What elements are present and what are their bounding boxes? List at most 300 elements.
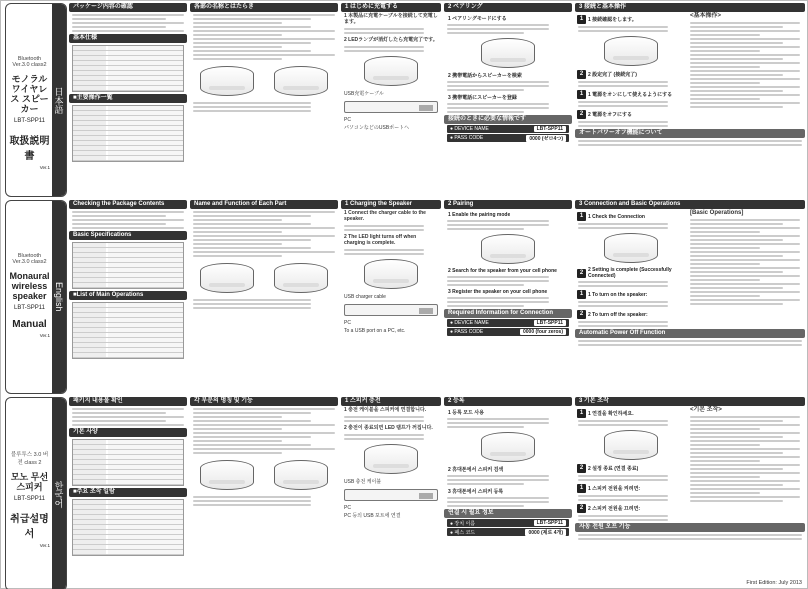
text-line: [344, 28, 424, 30]
step-header: 3 기본 조작: [575, 397, 805, 406]
text-line: [690, 420, 783, 422]
text-line: [690, 496, 800, 498]
text-line: [447, 32, 524, 34]
step-title: 1 ペアリングモードにする: [448, 16, 507, 22]
text-line: [447, 284, 524, 286]
step-header: 1 はじめに充電する: [341, 3, 441, 12]
speaker-pairing-image: [481, 432, 535, 462]
language-tab: 日本語: [52, 4, 66, 196]
text-line: [447, 24, 549, 26]
pairing-step: [446, 466, 570, 473]
text-line: [72, 424, 184, 426]
text-line: [72, 30, 184, 32]
text-line: [72, 18, 166, 20]
text-line: [690, 219, 800, 221]
text-line: [690, 255, 783, 257]
spec-table: [72, 105, 184, 162]
text-line: [690, 50, 760, 52]
step-text: 2 충전이 종료되면 LED 램프가 꺼집니다.: [344, 425, 433, 431]
connection-step: [577, 90, 685, 99]
speaker-connect-image: [604, 233, 658, 263]
column-specs: [69, 397, 187, 589]
step-number: 1: [577, 212, 586, 221]
step-title: 2 携帯電話からスピーカーを検索: [448, 73, 522, 79]
text-line: [690, 22, 800, 24]
version-number: Ver.1: [39, 333, 50, 338]
pass-code-row: [447, 134, 569, 142]
text-line: [578, 420, 668, 422]
speaker-front-image: [200, 460, 254, 490]
step-header: 1 Charging the Speaker: [341, 200, 441, 209]
step-number: 2: [577, 70, 586, 79]
text-line: [578, 85, 668, 87]
step-title: 2 Setting is complete (Successfully Connected): [588, 267, 672, 279]
step-header: 3 接続と基本操作: [575, 3, 805, 12]
text-line: [690, 267, 800, 269]
connection-steps: [575, 209, 687, 329]
step-title: 2 설정 종료 (연결 종료): [588, 466, 639, 472]
basic-operations: [687, 12, 803, 129]
text-line: [193, 26, 311, 28]
text-line: [690, 227, 800, 229]
connection-step: [577, 464, 685, 473]
connection-steps: [575, 406, 687, 523]
text-line: [578, 538, 802, 540]
usb-port-label: To a USB port on a PC, etc.: [344, 328, 406, 334]
pairing-step: [446, 289, 570, 295]
text-line: [690, 102, 800, 104]
device-name-row: [447, 519, 569, 527]
step-title: 1 To turn on the speaker:: [588, 291, 648, 298]
text-line: [72, 215, 166, 217]
cable-label: USB充電ケーブル: [344, 91, 384, 97]
text-line: [447, 301, 549, 303]
text-line: [344, 229, 424, 231]
text-line: [690, 452, 783, 454]
text-line: [690, 480, 800, 482]
text-line: [193, 211, 335, 213]
text-line: [72, 22, 184, 24]
text-line: [193, 22, 282, 24]
section-header: ■主要操作一覧: [69, 94, 187, 103]
info-title: Required Information for Connection: [444, 309, 572, 318]
connection-step: [577, 15, 685, 24]
step-title: 1 接続確認をします。: [588, 17, 637, 23]
operations-body: [575, 12, 805, 129]
text-line: [690, 70, 800, 72]
connection-step: [577, 110, 685, 119]
model-number: LBT-SPP11: [14, 305, 45, 311]
pass-code-row: [447, 528, 569, 536]
speaker-charging-image: [364, 259, 418, 289]
operations-title: [Basic Operations]: [690, 210, 744, 216]
column-charging: [341, 3, 441, 197]
text-line: [193, 14, 335, 16]
step-number: 2: [577, 310, 586, 319]
section-header: ■주요 조작 일람: [69, 488, 187, 497]
text-line: [193, 436, 311, 438]
text-line: [690, 231, 760, 233]
text-line: [193, 500, 311, 502]
text-line: [193, 38, 335, 40]
pc-image: [344, 489, 438, 501]
text-line: [578, 285, 668, 287]
text-line: [447, 89, 524, 91]
text-line: [578, 223, 668, 225]
version-number: Ver.1: [39, 543, 50, 548]
device-name-row: [447, 125, 569, 133]
text-line: [447, 224, 549, 226]
operations-body: [575, 209, 805, 329]
section-header: 各部の名称とはたらき: [190, 3, 338, 12]
speaker-charging-image: [364, 444, 418, 474]
section-header: Name and Function of Each Part: [190, 200, 338, 209]
text-line: [344, 46, 424, 48]
pairing-step: [446, 72, 570, 79]
text-line: [690, 464, 800, 466]
text-line: [193, 110, 311, 112]
text-line: [690, 428, 760, 430]
text-line: [193, 243, 282, 245]
text-line: [578, 101, 668, 103]
text-line: [578, 301, 668, 303]
version-number: Ver.1: [39, 165, 50, 170]
text-line: [690, 251, 800, 253]
edition-note: First Edition: July 2013: [746, 580, 802, 586]
text-line: [447, 297, 549, 299]
text-line: [447, 81, 549, 83]
section-header: Checking the Package Contents: [69, 200, 187, 209]
text-line: [690, 86, 800, 88]
section-header: 基本仕様: [69, 34, 187, 43]
speaker-connect-image: [604, 36, 658, 66]
product-name: モノラル ワイヤレス スピーカー: [10, 74, 49, 114]
step-number: 1: [577, 90, 586, 99]
text-line: [578, 515, 668, 517]
table-row: [73, 86, 183, 91]
info-title: 연결 시 필요 정보: [444, 509, 572, 518]
step-title: 1 Enable the pairing mode: [448, 212, 511, 218]
product-name: 모노 무선 스피커: [10, 472, 49, 492]
cable-label: USB charger cable: [344, 294, 386, 300]
text-line: [344, 32, 424, 34]
step-title: 3 携帯電話にスピーカーを登録: [448, 95, 517, 101]
text-line: [193, 18, 311, 20]
column-specs: [69, 3, 187, 197]
pass-code-label: ● 패스 코드: [450, 529, 476, 536]
text-line: [344, 420, 424, 422]
section-header: 패키지 내용물 확인: [69, 397, 187, 406]
text-line: [193, 235, 335, 237]
text-line: [690, 295, 760, 297]
text-line: [193, 255, 282, 257]
text-line: [72, 412, 166, 414]
text-line: [447, 505, 524, 507]
section-header: ■List of Main Operations: [69, 291, 187, 300]
step-title: 1 電源をオンにして使えるようにする: [588, 92, 673, 98]
text-line: [690, 30, 800, 32]
text-line: [193, 46, 282, 48]
text-line: [690, 94, 800, 96]
connection-step: [577, 310, 685, 319]
step-number: 1: [577, 409, 586, 418]
text-line: [690, 299, 800, 301]
text-line: [447, 28, 549, 30]
text-line: [578, 340, 802, 342]
text-line: [193, 432, 335, 434]
section-header: 각 부분의 명칭 및 기능: [190, 397, 338, 406]
pass-code-value: 0000 (제로 4개): [525, 529, 566, 536]
step-title: 2 스피커 전원을 끄려면:: [588, 506, 641, 512]
text-line: [193, 50, 311, 52]
operations-body: [575, 406, 805, 523]
section-jp: [69, 3, 805, 197]
device-name-row: [447, 319, 569, 327]
step-header: 1 스피커 충전: [341, 397, 441, 406]
column-parts: [190, 200, 338, 394]
column-pairing: [444, 3, 572, 197]
table-row: [73, 156, 183, 161]
text-line: [690, 303, 783, 305]
title-text: [9, 253, 50, 338]
text-line: [690, 468, 783, 470]
column-operations: [575, 200, 805, 394]
text-line: [193, 102, 311, 104]
column-operations: [575, 397, 805, 589]
text-line: [72, 408, 184, 410]
device-name-label: ● 장치 이름: [450, 520, 476, 527]
section-header: Basic Specifications: [69, 231, 187, 240]
text-line: [193, 231, 282, 233]
speaker-back-image: [274, 66, 328, 96]
text-line: [690, 460, 760, 462]
text-line: [690, 54, 800, 56]
pairing-step: [446, 488, 570, 495]
text-line: [578, 81, 668, 83]
pc-image: [344, 304, 438, 316]
pass-code-value: 0000 (four zeros): [520, 329, 566, 335]
text-line: [690, 484, 783, 486]
text-line: [193, 58, 282, 60]
connection-step: [577, 290, 685, 299]
bluetooth-version: Bluetooth Ver.3.0 class2: [12, 56, 47, 68]
auto-power-off-header: Automatic Power Off Function: [575, 329, 805, 338]
step-text: 1 Connect the charger cable to the speaker.: [344, 210, 426, 222]
speaker-charging-image: [364, 56, 418, 86]
text-line: [690, 291, 800, 293]
text-line: [690, 432, 800, 434]
manual-title: 取扱説明書: [9, 136, 50, 162]
text-line: [447, 107, 549, 109]
text-line: [193, 227, 335, 229]
usb-port-label: パソコンなどのUSBポートへ: [344, 125, 410, 131]
text-line: [447, 501, 549, 503]
text-line: [578, 424, 668, 426]
text-line: [578, 475, 668, 477]
table-row: [73, 550, 183, 555]
language-tab: 한국어: [52, 398, 66, 589]
text-line: [690, 424, 800, 426]
text-line: [447, 479, 549, 481]
title-text: [9, 56, 50, 170]
table-row: [73, 480, 183, 485]
text-line: [72, 416, 184, 418]
cable-label: USB 충전 케이블: [344, 479, 382, 485]
speaker-diagrams: [190, 62, 338, 100]
text-line: [578, 140, 802, 142]
text-line: [690, 26, 783, 28]
step-text: 1 충전 케이블을 스피커에 연결합니다.: [344, 407, 427, 413]
text-line: [72, 14, 184, 16]
connection-step: [577, 267, 685, 279]
pc-label: PC: [344, 117, 351, 123]
auto-power-off-header: 자동 전원 오프 기능: [575, 523, 805, 532]
bluetooth-version: 블루투스 3.0 버전 class 2: [10, 452, 49, 466]
connection-step: [577, 409, 685, 418]
text-line: [344, 253, 424, 255]
step-header: 3 Connection and Basic Operations: [575, 200, 805, 209]
step-title: 1 등록 모드 사용: [448, 410, 484, 416]
step-number: 1: [577, 15, 586, 24]
step-title: 3 휴대폰에서 스피커 등록: [448, 489, 504, 495]
text-line: [193, 247, 311, 249]
text-line: [193, 420, 311, 422]
column-operations: [575, 3, 805, 197]
text-line: [690, 106, 783, 108]
column-parts: [190, 3, 338, 197]
auto-power-off-header: オートパワーオフ機能について: [575, 129, 805, 138]
text-line: [690, 38, 800, 40]
device-name-value: LBT-SPP11: [534, 320, 566, 326]
device-name-value: LBT-SPP11: [534, 520, 566, 526]
text-line: [447, 422, 549, 424]
text-line: [578, 499, 668, 501]
text-line: [690, 279, 760, 281]
title-block-en: [5, 200, 67, 394]
text-line: [193, 440, 282, 442]
language-tab: English: [52, 201, 66, 393]
text-line: [578, 144, 802, 146]
title-block-kr: [5, 397, 67, 589]
section-header: 기본 사양: [69, 428, 187, 437]
operations-title: <基本操作>: [690, 13, 722, 19]
text-line: [690, 82, 760, 84]
step-title: 1 연결을 확인하세요.: [588, 411, 634, 417]
text-line: [690, 492, 760, 494]
text-line: [690, 46, 800, 48]
text-line: [578, 121, 668, 123]
text-line: [193, 34, 282, 36]
text-line: [690, 42, 783, 44]
text-line: [193, 106, 311, 108]
step-number: 2: [577, 464, 586, 473]
text-line: [690, 476, 760, 478]
title-text: [9, 450, 50, 548]
text-line: [72, 211, 184, 213]
pass-code-row: [447, 328, 569, 336]
column-parts: [190, 397, 338, 589]
text-line: [690, 456, 800, 458]
text-line: [72, 420, 166, 422]
step-text: 2 The LED light turns off when charging is complete.: [344, 234, 417, 246]
speaker-back-image: [274, 460, 328, 490]
text-line: [690, 448, 800, 450]
basic-operations: [687, 209, 803, 329]
spec-table: [72, 242, 184, 289]
text-line: [344, 249, 424, 251]
text-line: [193, 504, 311, 506]
connection-steps: [575, 12, 687, 129]
step-title: 2 電源をオフにする: [588, 112, 633, 118]
text-line: [578, 227, 668, 229]
step-number: 1: [577, 290, 586, 299]
text-line: [193, 307, 311, 309]
text-line: [193, 54, 335, 56]
product-name: Monaural wireless speaker: [9, 271, 50, 301]
speaker-front-image: [200, 66, 254, 96]
step-text: 2 LEDランプが消灯したら充電完了です。: [344, 37, 438, 43]
text-line: [690, 62, 800, 64]
step-title: 2 Search for the speaker from your cell phone: [448, 268, 557, 274]
speaker-pairing-image: [481, 38, 535, 68]
manual-title: 취급설명서: [10, 514, 49, 540]
connection-step: [577, 504, 685, 513]
text-line: [447, 280, 549, 282]
bluetooth-version: Bluetooth Ver.3.0 class2: [12, 253, 47, 265]
text-line: [690, 488, 800, 490]
step-title: 2 設定完了 (接続完了): [588, 72, 637, 78]
section-header: パッケージ内容の確認: [69, 3, 187, 12]
connection-step: [577, 484, 685, 493]
section-kr: [69, 397, 805, 589]
speaker-connect-image: [604, 430, 658, 460]
pairing-step: [446, 94, 570, 101]
text-line: [193, 223, 311, 225]
text-line: [344, 438, 424, 440]
step-number: 1: [577, 484, 586, 493]
usb-port-label: PC 등의 USB 포트에 연결: [344, 513, 401, 519]
speaker-back-image: [274, 263, 328, 293]
device-name-value: LBT-SPP11: [534, 126, 566, 132]
text-line: [447, 305, 524, 307]
text-line: [690, 287, 783, 289]
text-line: [578, 519, 668, 521]
text-line: [193, 408, 335, 410]
text-line: [193, 424, 335, 426]
column-charging: [341, 397, 441, 589]
step-header: 2 ペアリング: [444, 3, 572, 12]
text-line: [578, 305, 668, 307]
text-line: [690, 275, 800, 277]
pairing-step: [446, 409, 570, 416]
title-block-jp: [5, 3, 67, 197]
text-line: [690, 66, 760, 68]
connection-step: [577, 212, 685, 221]
text-line: [690, 259, 800, 261]
text-line: [578, 105, 668, 107]
text-line: [690, 247, 760, 249]
text-line: [447, 220, 549, 222]
text-line: [447, 111, 524, 113]
text-line: [344, 434, 424, 436]
text-line: [447, 85, 549, 87]
text-line: [690, 90, 783, 92]
basic-operations: [687, 406, 803, 523]
text-line: [578, 125, 668, 127]
step-header: 2 Pairing: [444, 200, 572, 209]
text-line: [578, 325, 668, 327]
column-pairing: [444, 397, 572, 589]
